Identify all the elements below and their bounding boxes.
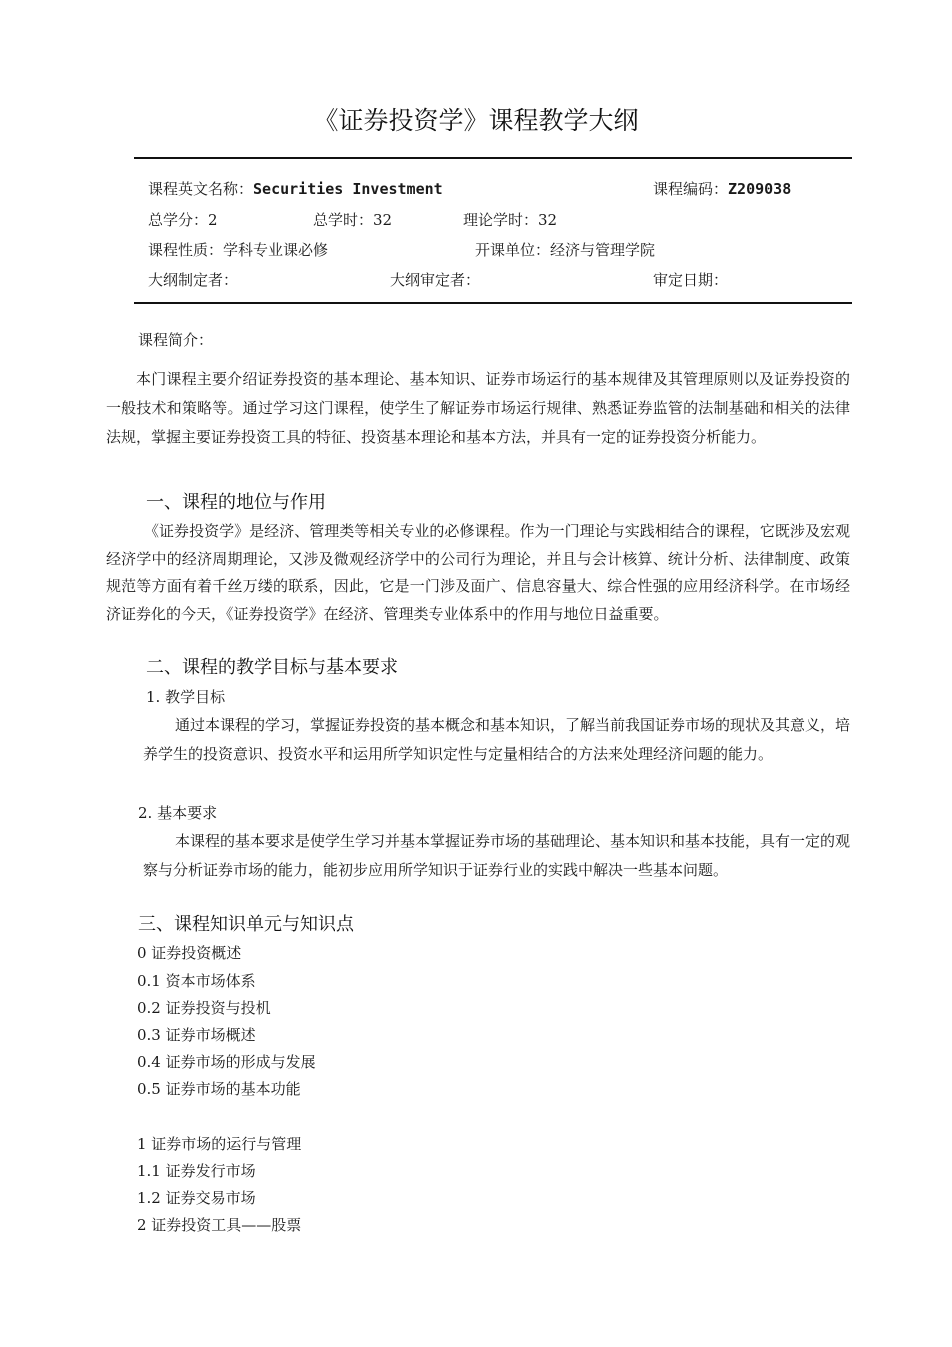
section-1-heading: 一、课程的地位与作用 (146, 492, 326, 513)
theory-hours: 理论学时：32 (463, 211, 558, 229)
header-top-rule (134, 157, 852, 159)
basic-requirement-label: 2. 基本要求 (138, 804, 218, 822)
teaching-goal-paragraph: 通过本课程的学习，掌握证券投资的基本概念和基本知识，了解当前我国证券市场的现状及其意义，培养学生的投资意识、投资水平和运用所学知识定性与定量相结合的方法来处理经济问题的能力。 (143, 716, 851, 763)
header-bottom-rule (134, 302, 852, 304)
knowledge-point-0-5: 0.5 证券市场的基本功能 (137, 1080, 301, 1098)
english-name-label: 课程英文名称： (148, 180, 254, 198)
intro-paragraph: 本门课程主要介绍证券投资的基本理论、基本知识、证券市场运行的基本规律及其管理原则以及证券投资的一般技术和策略等。通过学习这门课程，使学生了解证券市场运行规律、熟悉证券监管的法制基础和相关的法律法规，掌握主要证券投资工具的特征、投资基本理论和基本方法，并具有一定的证券投资分析能力。 (106, 370, 850, 446)
course-nature: 课程性质：学科专业课必修 (148, 241, 329, 259)
knowledge-point-1-1: 1.1 证券发行市场 (137, 1162, 256, 1180)
knowledge-point-0-1: 0.1 资本市场体系 (137, 972, 256, 990)
course-code-value: Z209038 (728, 180, 792, 198)
knowledge-point-0-4: 0.4 证券市场的形成与发展 (137, 1053, 316, 1071)
document-title: 《证券投资学》课程教学大纲 (313, 106, 639, 135)
section-1-paragraph: 《证券投资学》是经济、管理类等相关专业的必修课程。作为一门理论与实践相结合的课程，它既涉及宏观经济学中的经济周期理论，又涉及微观经济学中的公司行为理论，并且与会计核算、统计分析、法律制度、政策规范等方面有着千丝万缕的联系，因此，它是一门涉及面广、信息容量大、综合性强的应用经济科学。在市场经济证券化的今天，《证券投资学》在经济、管理类专业体系中的作用与地位日益重要。 (106, 522, 850, 623)
offering-department: 开课单位：经济与管理学院 (475, 241, 656, 259)
total-credits: 总学分：2 (148, 211, 218, 229)
knowledge-point-0-3: 0.3 证券市场概述 (137, 1026, 256, 1044)
knowledge-unit-1: 1 证券市场的运行与管理 (137, 1135, 302, 1153)
section-2-heading: 二、课程的教学目标与基本要求 (146, 657, 398, 678)
english-name-value: Securities Investment (253, 180, 443, 198)
knowledge-point-1-2: 1.2 证券交易市场 (137, 1189, 256, 1207)
total-hours: 总学时：32 (313, 211, 393, 229)
intro-label: 课程简介： (138, 331, 214, 349)
syllabus-reviewer: 大纲审定者： (390, 271, 481, 289)
course-code-label: 课程编码： (653, 180, 729, 198)
course-code-row (653, 179, 791, 199)
teaching-goal-label: 1. 教学目标 (146, 688, 226, 706)
knowledge-point-0-2: 0.2 证券投资与投机 (137, 999, 271, 1017)
syllabus-author: 大纲制定者： (148, 271, 239, 289)
basic-requirement-paragraph: 本课程的基本要求是使学生学习并基本掌握证券市场的基础理论、基本知识和基本技能，具有一定的观察与分析证券市场的能力，能初步应用所学知识于证券行业的实践中解决一些基本问题。 (143, 832, 851, 879)
knowledge-unit-2: 2 证券投资工具——股票 (137, 1216, 302, 1234)
knowledge-unit-0: 0 证券投资概述 (137, 944, 242, 962)
english-name-row (148, 179, 443, 199)
review-date: 审定日期： (653, 271, 729, 289)
section-3-heading: 三、课程知识单元与知识点 (138, 914, 354, 935)
